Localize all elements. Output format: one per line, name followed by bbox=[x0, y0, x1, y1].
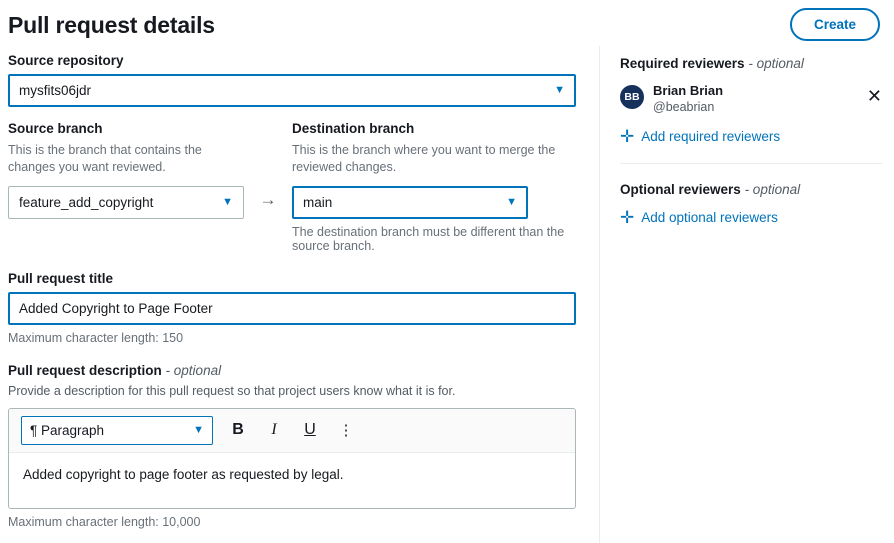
optional-reviewers-title-text: Optional reviewers bbox=[620, 182, 741, 198]
destination-branch-hint: This is the branch where you want to merge the reviewed changes. bbox=[292, 143, 556, 174]
source-branch-select[interactable] bbox=[8, 186, 244, 219]
list-item bbox=[620, 83, 882, 116]
pull-request-title-value: Added Copyright to Page Footer bbox=[19, 300, 213, 316]
optional-reviewers-optional: - optional bbox=[744, 182, 801, 198]
paragraph-style-value: ¶ Paragraph bbox=[30, 422, 105, 438]
branches-row bbox=[8, 121, 584, 253]
add-required-reviewers-label: Add required reviewers bbox=[641, 129, 781, 145]
source-repository-value: mysfits06jdr bbox=[19, 83, 92, 98]
pull-request-description-sub: Provide a description for this pull request so that project users know what it is for. bbox=[8, 383, 456, 398]
source-branch-value: feature_add_copyright bbox=[19, 194, 154, 210]
avatar: BB bbox=[620, 85, 644, 109]
destination-branch-label: Destination branch bbox=[292, 121, 415, 136]
add-required-reviewers-button[interactable] bbox=[620, 128, 882, 145]
underline-icon[interactable]: U bbox=[304, 421, 316, 439]
destination-branch-select[interactable] bbox=[292, 186, 528, 219]
destination-branch-field bbox=[292, 121, 577, 253]
pull-request-title-input-wrapper[interactable] bbox=[8, 292, 576, 325]
source-repository-field bbox=[8, 53, 584, 107]
source-branch-field bbox=[8, 121, 244, 219]
bold-icon[interactable]: B bbox=[232, 421, 244, 439]
description-editor-body[interactable]: Added copyright to page footer as requested by legal. bbox=[23, 466, 344, 482]
reviewer-name: Brian Brian bbox=[653, 83, 724, 98]
chevron-down-icon: ▼ bbox=[222, 195, 233, 208]
source-repository-select[interactable] bbox=[8, 74, 576, 107]
create-button[interactable]: Create bbox=[790, 8, 880, 41]
right-column bbox=[600, 0, 894, 543]
required-reviewers-optional: - optional bbox=[748, 56, 804, 71]
branch-arrow-icon: → bbox=[259, 189, 277, 209]
pull-request-title-field bbox=[8, 271, 584, 345]
pull-request-description-optional: - optional bbox=[165, 362, 222, 378]
plus-icon: ✛ bbox=[620, 127, 635, 147]
destination-branch-note: The destination branch must be different than the source branch. bbox=[292, 224, 565, 253]
plus-icon: ✛ bbox=[620, 208, 635, 228]
required-reviewers-title-text: Required reviewers bbox=[620, 56, 745, 71]
page-title: Pull request details bbox=[8, 12, 215, 38]
reviewer-handle: @beabrian bbox=[653, 100, 715, 115]
source-repository-label: Source repository bbox=[8, 53, 124, 68]
description-editor-toolbar bbox=[9, 409, 575, 453]
pull-request-title-max-hint: Maximum character length: 150 bbox=[8, 330, 184, 345]
add-optional-reviewers-label: Add optional reviewers bbox=[641, 210, 778, 226]
source-branch-hint: This is the branch that contains the changes you want reviewed. bbox=[8, 143, 202, 174]
add-optional-reviewers-button[interactable] bbox=[620, 209, 882, 226]
pull-request-description-field bbox=[8, 363, 584, 529]
more-options-icon[interactable]: ⋮ bbox=[338, 422, 354, 440]
destination-branch-value: main bbox=[303, 194, 333, 210]
pull-request-description-label-text: Pull request description bbox=[8, 362, 162, 378]
chevron-down-icon: ▼ bbox=[506, 195, 517, 208]
description-editor bbox=[8, 408, 576, 509]
reviewers-divider bbox=[620, 163, 882, 164]
chevron-down-icon: ▼ bbox=[193, 424, 204, 437]
reviewer-info bbox=[653, 83, 723, 116]
chevron-down-icon: ▼ bbox=[554, 84, 565, 96]
close-icon[interactable]: ✕ bbox=[866, 86, 882, 106]
paragraph-style-select[interactable] bbox=[21, 416, 213, 445]
source-branch-label: Source branch bbox=[8, 121, 103, 136]
pull-request-description-max-hint: Maximum character length: 10,000 bbox=[8, 514, 201, 529]
optional-reviewers-title bbox=[620, 182, 882, 197]
pull-request-title-label: Pull request title bbox=[8, 270, 114, 286]
pull-request-description-label bbox=[8, 363, 584, 378]
italic-icon[interactable]: I bbox=[271, 421, 277, 439]
required-reviewers-title bbox=[620, 56, 882, 71]
